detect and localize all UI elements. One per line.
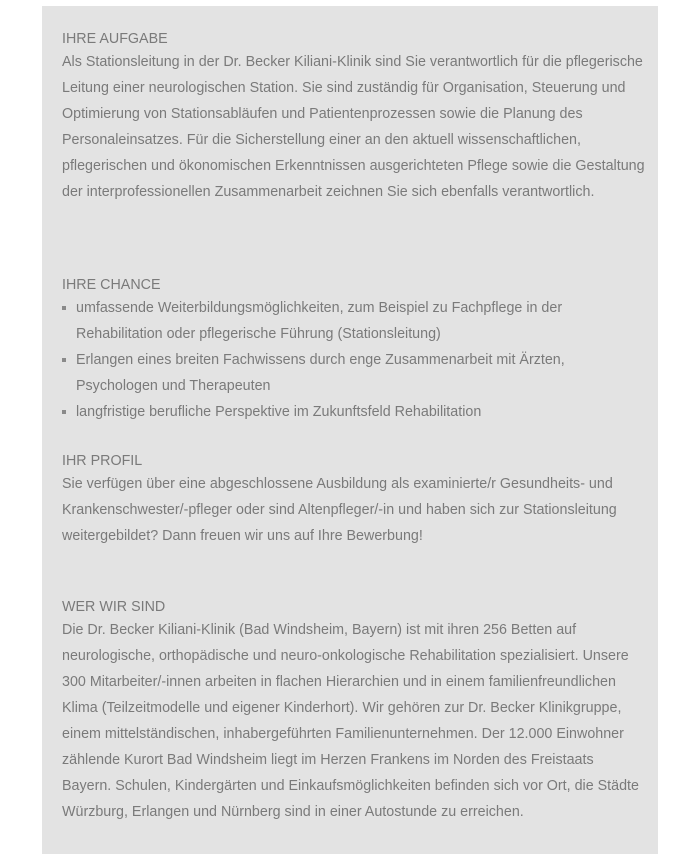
section-heading-wir: WER WIR SIND bbox=[62, 599, 166, 615]
section-chance bbox=[62, 276, 646, 425]
list-item: langfristige berufliche Perspektive im Zukunftsfeld Rehabilitation bbox=[62, 399, 646, 425]
section-aufgabe bbox=[62, 30, 646, 205]
section-text-wir: Die Dr. Becker Kiliani-Klinik (Bad Windsheim, Bayern) ist mit ihren 256 Betten auf neurologische, orthopädische und neuro-onkologische Rehabilitation spezialisiert. Unsere 300 Mitarbeiter/-innen arbeiten in flachen Hierarchien und in einem familienfreundlichen Klima (Teilzeitmodelle und eigener Kinderhort). Wir gehören zur Dr. Becker Klinikgruppe, einem mittelständischen, inhabergeführten Familienunternehmen. Der 12.000 Einwohner zählende Kurort Bad Windsheim liegt im Herzen Frankens im Norden des Freistaats Bayern. Schulen, Kindergärten und Einkaufsmöglichkeiten befinden sich vor Ort, die Städte Würzburg, Erlangen und Nürnberg sind in einer Autostunde zu erreichen. bbox=[62, 622, 639, 820]
list-item: umfassende Weiterbildungsmöglichkeiten, zum Beispiel zu Fachpflege in der Rehabilitation oder pflegerische Führung (Stationsleitung) bbox=[62, 295, 646, 347]
section-text-profil: Sie verfügen über eine abgeschlossene Ausbildung als examinierte/r Gesundheits- und Krankenschwester/-pfleger oder sind Altenpfleger/-in und haben sich zur Stationsleitung weitergebildet? Dann freuen wir uns auf Ihre Bewerbung! bbox=[62, 476, 617, 544]
section-profil bbox=[62, 452, 646, 549]
section-heading-chance: IHRE CHANCE bbox=[62, 277, 161, 293]
section-heading-aufgabe: IHRE AUFGABE bbox=[62, 31, 168, 47]
section-heading-profil: IHR PROFIL bbox=[62, 453, 143, 469]
benefits-list bbox=[62, 295, 646, 425]
list-item: Erlangen eines breiten Fachwissens durch enge Zusammenarbeit mit Ärzten, Psychologen und Therapeuten bbox=[62, 347, 646, 399]
section-wir bbox=[62, 598, 646, 825]
section-text-aufgabe: Als Stationsleitung in der Dr. Becker Kiliani-Klinik sind Sie verantwortlich für die pflegerische Leitung einer neurologischen Station. Sie sind zuständig für Organisation, Steuerung und Optimierung von Stationsabläufen und Patientenprozessen sowie die Planung des Personaleinsatzes. Für die Sicherstellung einer an den aktuell wissenschaftlichen, pflegerischen und ökonomischen Erkenntnissen ausgerichteten Pflege sowie die Gestaltung der interprofessionellen Zusammenarbeit zeichnen Sie sich ebenfalls verantwortlich. bbox=[62, 54, 645, 200]
